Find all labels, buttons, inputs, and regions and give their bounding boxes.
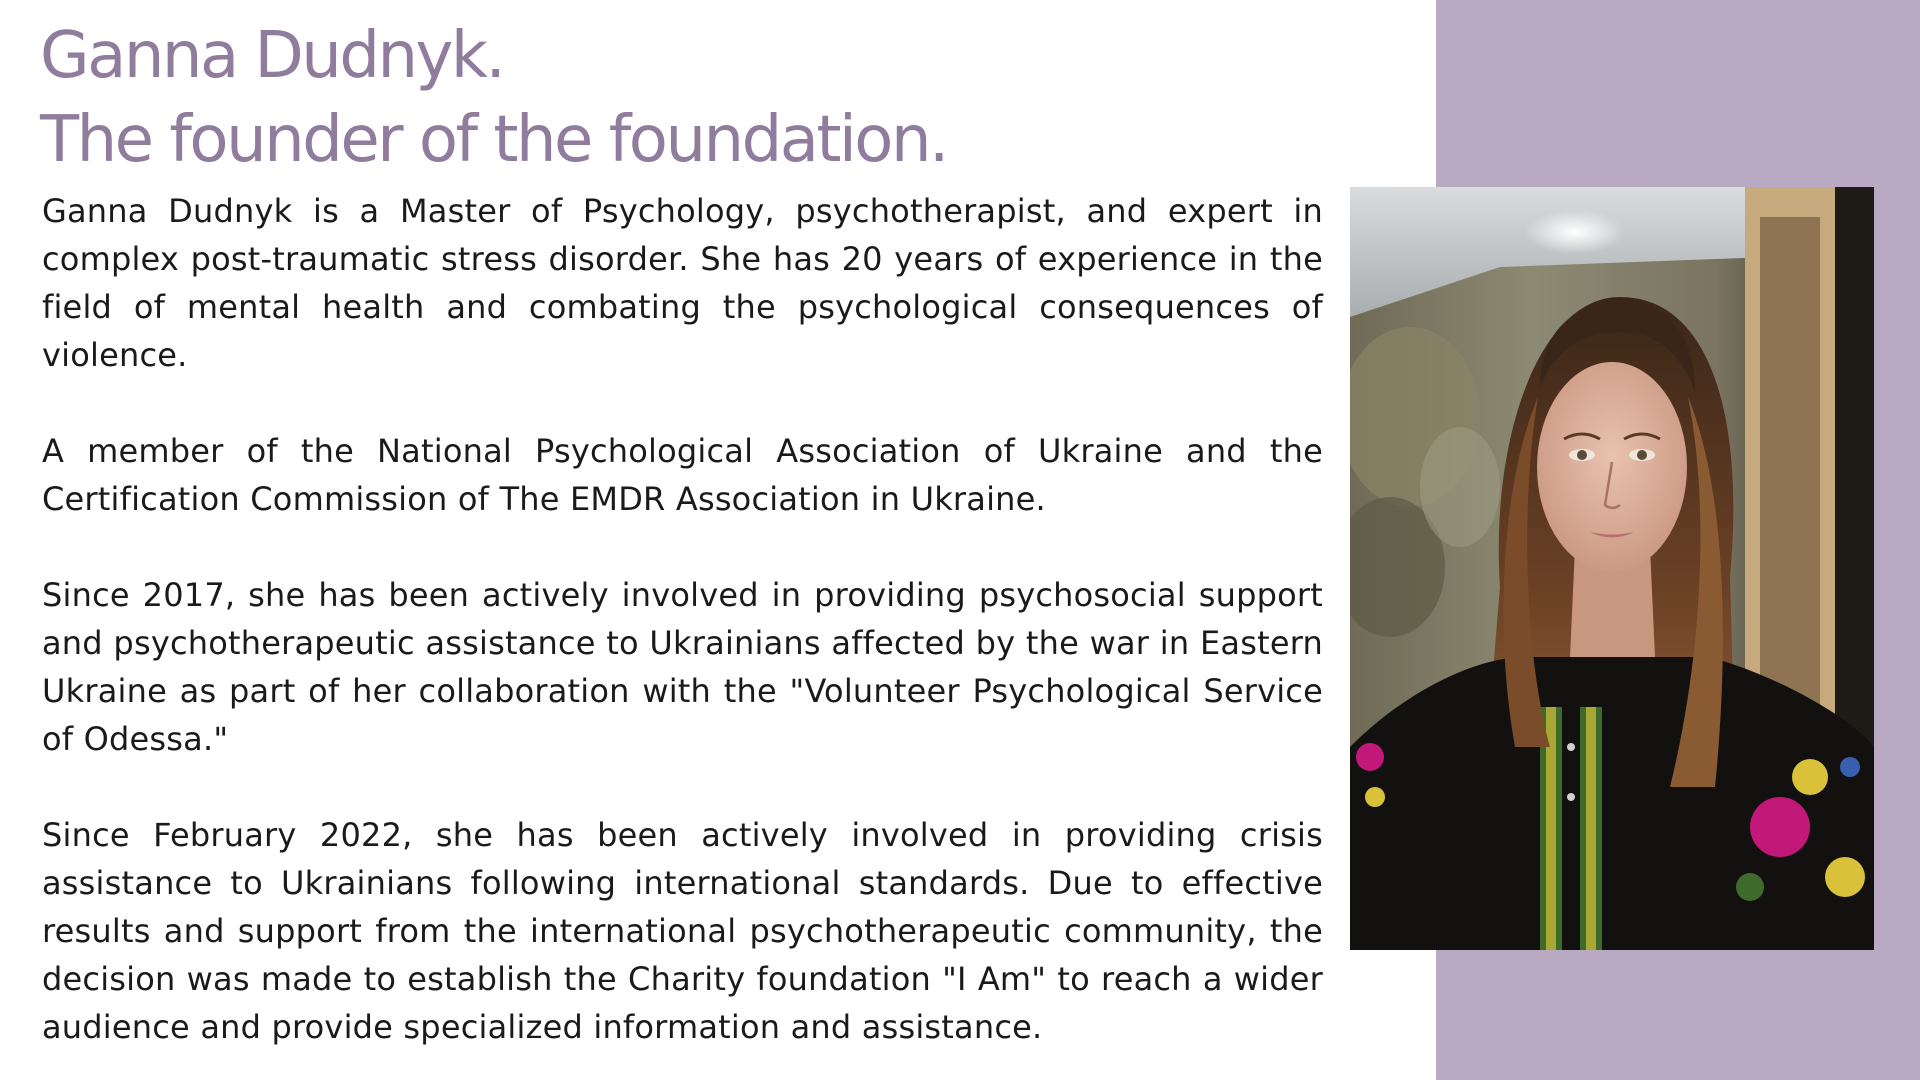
page-title (40, 14, 947, 182)
bio-paragraph-2022: Since February 2022, she has been actively involved in providing crisis assistance to Ukrainians following international standards. Due to effective results and support from the international psychotherapeutic community, the decision was made to establish the Charity foundation "I Am" to reach a wider audience and provide specialized information and assistance. (42, 816, 1323, 1046)
portrait-illustration (1350, 187, 1874, 950)
bio-paragraph-memberships: A member of the National Psychological Association of Ukraine and the Certification Commission of The EMDR Association in Ukraine. (42, 432, 1323, 518)
biography-text (42, 187, 1323, 1051)
title-line-role: The founder of the foundation. (40, 103, 947, 177)
title-line-name: Ganna Dudnyk. (40, 19, 504, 93)
portrait-photo (1350, 187, 1874, 950)
bio-paragraph-2017: Since 2017, she has been actively involved in providing psychosocial support and psychotherapeutic assistance to Ukrainians affected by the war in Eastern Ukraine as part of her collaboration with the "Volunteer Psychological Service of Odessa." (42, 576, 1323, 758)
bio-paragraph-qualifications: Ganna Dudnyk is a Master of Psychology, psychotherapist, and expert in complex post-traumatic stress disorder. She has 20 years of experience in the field of mental health and combating the psychological consequences of violence. (42, 192, 1323, 374)
